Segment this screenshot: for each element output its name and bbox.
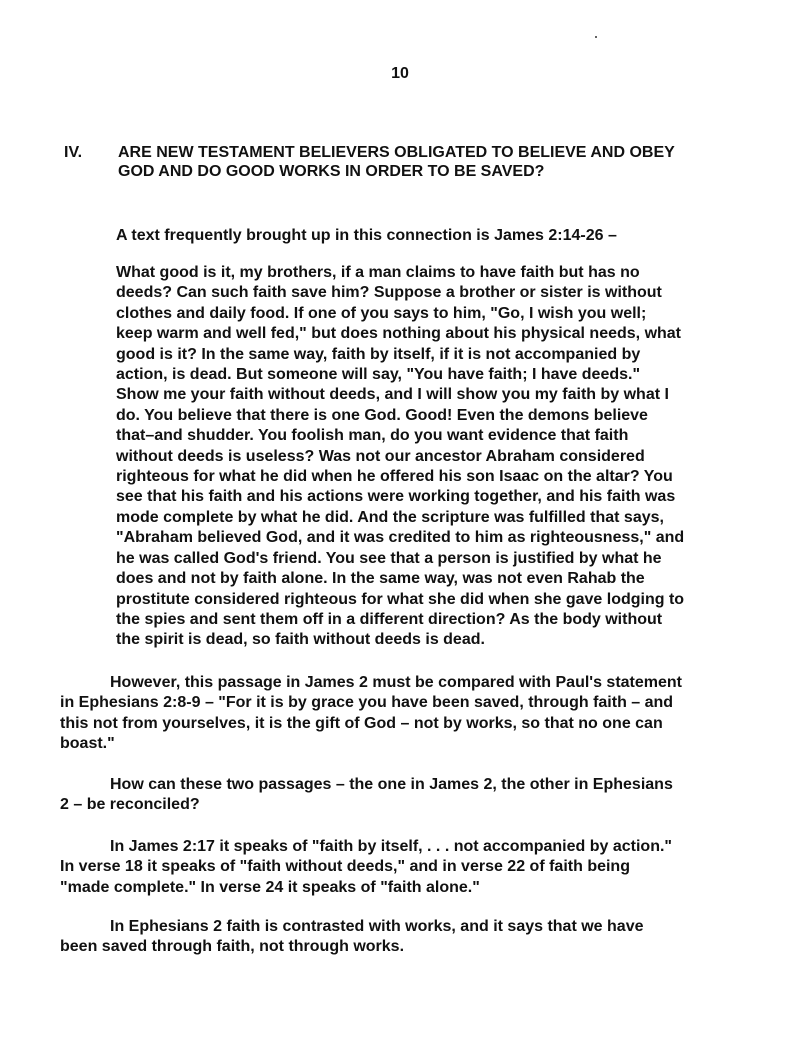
quote-line: see that his faith and his actions were working together, and his faith was <box>116 488 676 506</box>
paragraph-line: boast." <box>60 735 115 753</box>
quote-line: that–and shudder. You foolish man, do you want evidence that faith <box>116 427 629 445</box>
quote-line: the spirit is dead, so faith without deeds is dead. <box>116 631 485 649</box>
quote-line: prostitute considered righteous for what she did when she gave lodging to <box>116 590 685 608</box>
paragraph-line: In Ephesians 2 faith is contrasted with works, and it says that we have <box>110 918 644 935</box>
quote-line: good is it? In the same way, faith by itself, if it is not accompanied by <box>116 345 641 363</box>
intro-text: A text frequently brought up in this connection is James 2:14-26 – <box>116 227 617 244</box>
paragraph-line: 2 – be reconciled? <box>60 796 200 814</box>
paragraph-line: this not from yourselves, it is the gift of God – not by works, so that no one can <box>60 714 663 732</box>
quote-line: What good is it, my brothers, if a man claims to have faith but has no <box>116 264 640 281</box>
paragraph-line: in Ephesians 2:8-9 – "For it is by grace you have been saved, through faith – and <box>60 694 674 712</box>
heading-line-1: ARE NEW TESTAMENT BELIEVERS OBLIGATED TO BELIEVE AND OBEY <box>118 144 675 161</box>
heading-line-2: GOD AND DO GOOD WORKS IN ORDER TO BE SAVED? <box>118 163 545 180</box>
section-heading <box>64 143 764 181</box>
section-numeral: IV. <box>64 144 83 161</box>
quote-line: Show me your faith without deeds, and I will show you my faith by what I <box>116 386 669 404</box>
paragraph-james-verses <box>60 837 740 898</box>
page-number: 10 <box>391 65 409 82</box>
paragraph-james-ephesians-comparison <box>60 673 740 755</box>
quote-line: deeds? Can such faith save him? Suppose a brother or sister is without <box>116 284 662 302</box>
quote-line: keep warm and well fed," but does nothing about his physical needs, what <box>116 325 682 343</box>
quote-line: does and not by faith alone. In the same way, was not even Rahab the <box>116 570 645 588</box>
quote-line: without deeds is useless? Was not our ancestor Abraham considered <box>116 447 645 465</box>
paragraph-line: However, this passage in James 2 must be compared with Paul's statement <box>110 674 683 691</box>
paragraph-line: "made complete." In verse 24 it speaks of "faith alone." <box>60 878 480 896</box>
quote-line: the spies and sent them off in a different direction? As the body without <box>116 610 663 628</box>
paragraph-line: been saved through faith, not through works. <box>60 938 405 956</box>
quote-line: righteous for what he did when he offered his son Isaac on the altar? You <box>116 468 673 486</box>
quote-line: do. You believe that there is one God. Good! Even the demons believe <box>116 406 648 424</box>
paragraph-ephesians-faith-works <box>60 917 740 958</box>
quote-line: "Abraham believed God, and it was credited to him as righteousness," and <box>116 529 685 547</box>
quote-line: clothes and daily food. If one of you says to him, "Go, I wish you well; <box>116 304 647 322</box>
scan-speck <box>595 36 597 38</box>
paragraph-reconcile-question <box>60 775 740 816</box>
paragraph-line: In verse 18 it speaks of "faith without deeds," and in verse 22 of faith being <box>60 858 630 876</box>
paragraph-line: In James 2:17 it speaks of "faith by itself, . . . not accompanied by action." <box>110 838 672 855</box>
scripture-quote <box>116 263 726 651</box>
quote-line: he was called God's friend. You see that a person is justified by what he <box>116 549 662 567</box>
paragraph-line: How can these two passages – the one in James 2, the other in Ephesians <box>110 776 673 793</box>
quote-line: mode complete by what he did. And the scripture was fulfilled that says, <box>116 508 664 526</box>
quote-line: action, is dead. But someone will say, "You have faith; I have deeds." <box>116 366 641 384</box>
heading-first-line <box>64 143 764 162</box>
